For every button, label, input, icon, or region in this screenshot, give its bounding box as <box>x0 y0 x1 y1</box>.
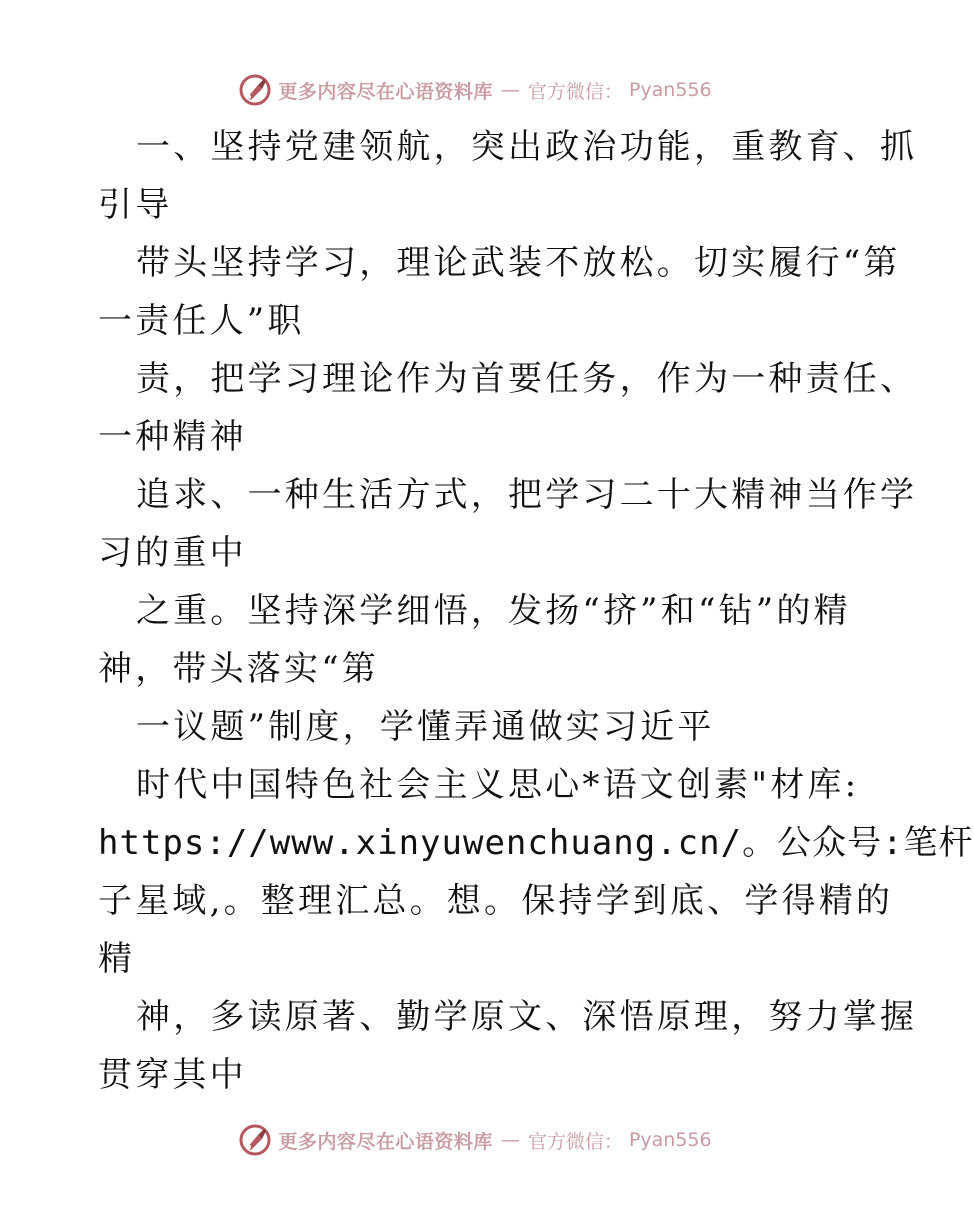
document-line: 引导 <box>98 185 173 225</box>
document-line: 一种精神 <box>98 417 247 457</box>
header-banner-inner <box>238 73 711 107</box>
document-line: 习的重中 <box>98 533 247 573</box>
document-line: 子星域,。整理汇总。想。保持学到底、学得精的 <box>98 881 894 921</box>
banner-dash: — <box>500 79 520 101</box>
banner-site-text: 更多内容尽在心语资料库 <box>278 80 493 103</box>
pen-nib-logo-icon <box>238 73 272 107</box>
banner-site-text: 更多内容尽在心语资料库 <box>278 1130 493 1153</box>
header-watermark-banner <box>0 70 950 110</box>
document-line: 神，带头落实“第 <box>98 649 379 689</box>
document-line: 之重。坚持深学细悟，发扬“挤”和“钻”的精 <box>136 591 851 631</box>
document-line: 时代中国特色社会主义思心*语文创素"材库: <box>136 765 860 805</box>
document-line: 精 <box>98 939 136 979</box>
footer-watermark-banner <box>0 1120 950 1160</box>
banner-wechat-id: Pyan556 <box>628 79 712 101</box>
pen-nib-logo-icon <box>238 1123 272 1157</box>
document-line-url: https://www.xinyuwenchuang.cn/。公众号:笔杆 <box>98 823 974 863</box>
document-line: 一议题”制度，学懂弄通做实习近平 <box>136 707 715 747</box>
banner-dash: — <box>500 1129 520 1151</box>
document-line: 一责任人”职 <box>98 301 305 341</box>
footer-banner-inner <box>238 1123 711 1157</box>
document-line: 责，把学习理论作为首要任务，作为一种责任、 <box>136 359 918 399</box>
banner-wechat-label: 官方微信： <box>527 1130 623 1153</box>
document-line: 神，多读原著、勤学原文、深悟原理，努力掌握 <box>136 997 918 1037</box>
document-body <box>98 118 974 1104</box>
document-line: 一、坚持党建领航，突出政治功能，重教育、抓 <box>136 127 918 167</box>
document-line: 追求、一种生活方式，把学习二十大精神当作学 <box>136 475 918 515</box>
banner-wechat-id: Pyan556 <box>628 1129 712 1151</box>
banner-wechat-label: 官方微信： <box>527 80 623 103</box>
document-line: 带头坚持学习，理论武装不放松。切实履行“第 <box>136 243 901 283</box>
document-line: 贯穿其中 <box>98 1055 247 1095</box>
